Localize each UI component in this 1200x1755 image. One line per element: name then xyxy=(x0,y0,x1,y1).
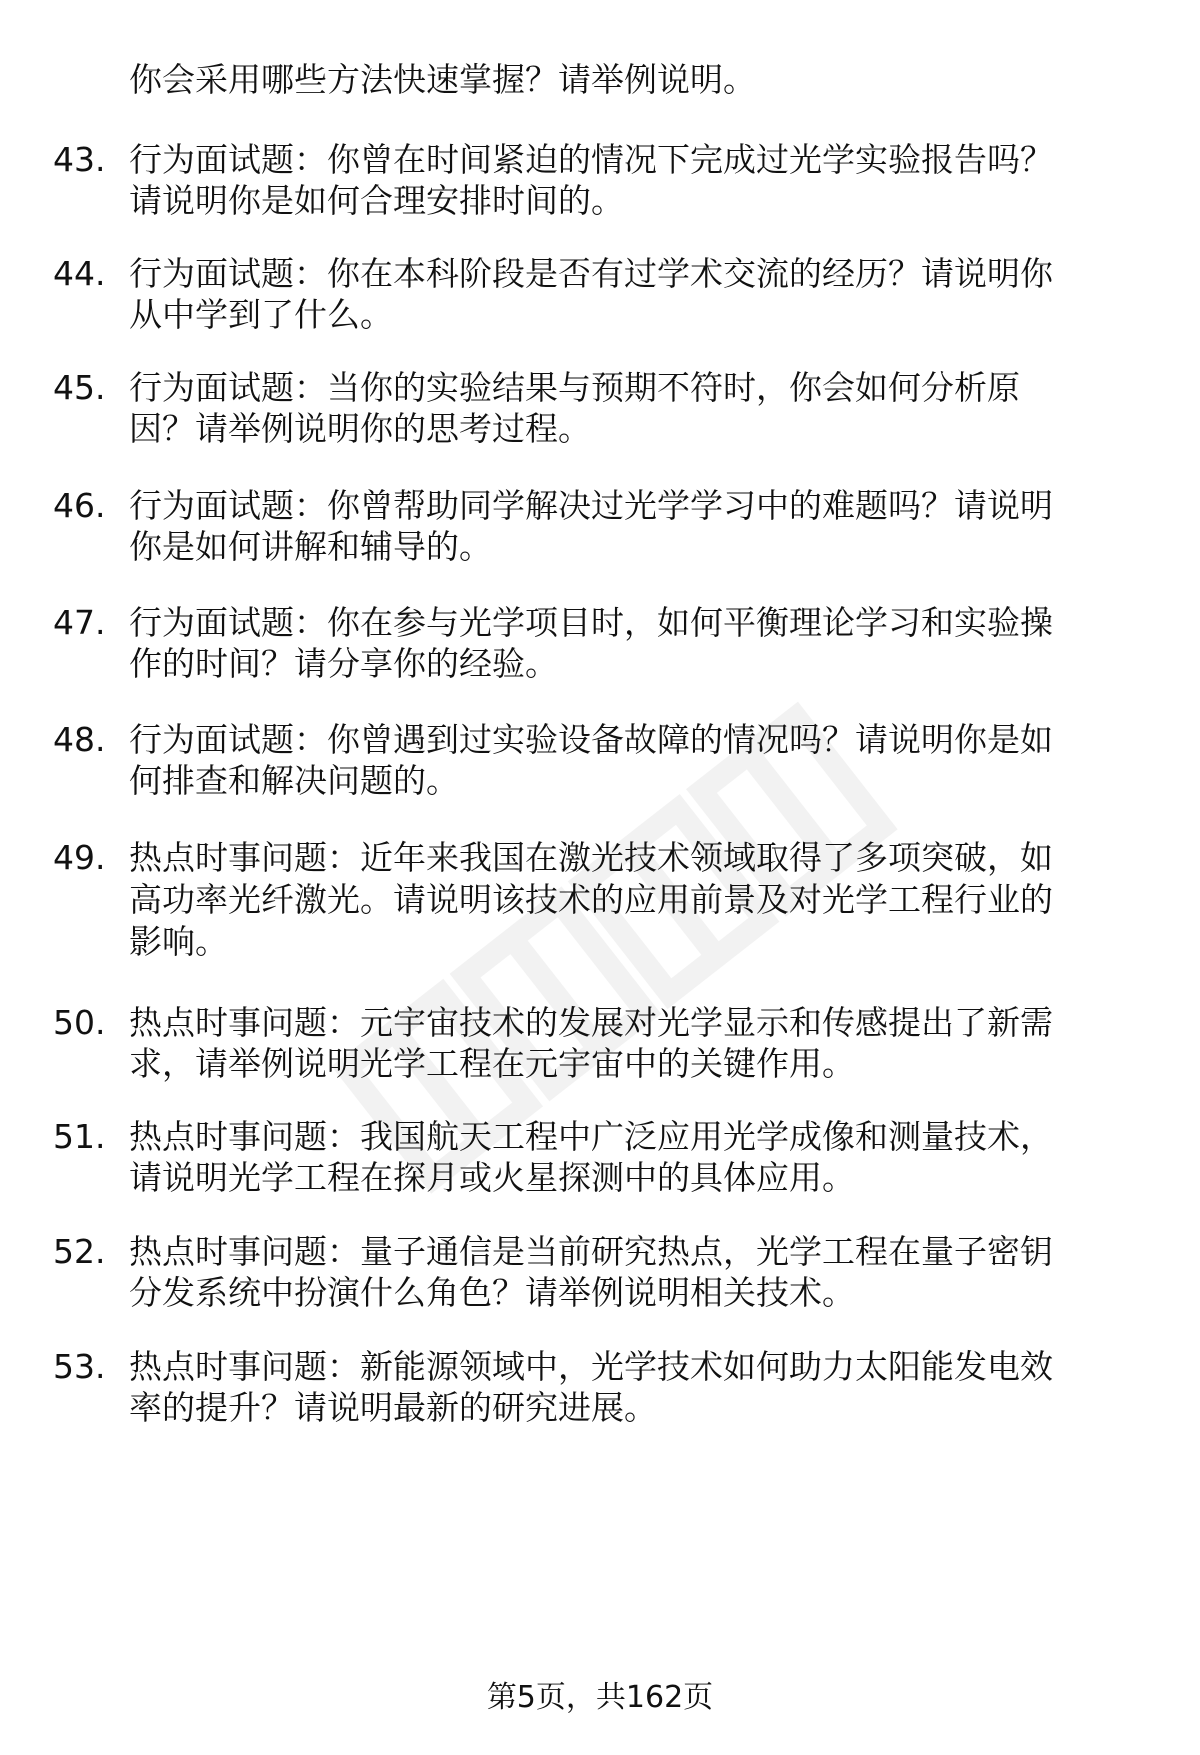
question-number: 43. xyxy=(53,140,106,179)
question-text: 影响。 xyxy=(129,922,228,961)
question-text: 分发系统中扮演什么角色？请举例说明相关技术。 xyxy=(129,1273,855,1312)
question-text: 请说明你是如何合理安排时间的。 xyxy=(129,181,624,220)
question-text: 请说明光学工程在探月或火星探测中的具体应用。 xyxy=(129,1158,855,1197)
page-footer: 第5页，共162页 xyxy=(486,1680,714,1715)
question-number: 49. xyxy=(53,838,106,877)
question-text: 热点时事问题：元宇宙技术的发展对光学显示和传感提出了新需 xyxy=(129,1003,1053,1042)
question-number: 50. xyxy=(53,1003,106,1042)
question-text: 行为面试题：你曾遇到过实验设备故障的情况吗？请说明你是如 xyxy=(129,720,1053,759)
question-number: 44. xyxy=(53,254,106,293)
question-text: 率的提升？请说明最新的研究进展。 xyxy=(129,1388,657,1427)
question-number: 53. xyxy=(53,1347,106,1386)
question-number: 46. xyxy=(53,486,106,525)
question-text: 高功率光纤激光。请说明该技术的应用前景及对光学工程行业的 xyxy=(129,880,1053,919)
question-number: 48. xyxy=(53,720,106,759)
question-text: 你是如何讲解和辅导的。 xyxy=(129,527,492,566)
question-text: 行为面试题：你在本科阶段是否有过学术交流的经历？请说明你 xyxy=(129,254,1053,293)
question-text: 因？请举例说明你的思考过程。 xyxy=(129,409,591,448)
question-text: 热点时事问题：我国航天工程中广泛应用光学成像和测量技术， xyxy=(129,1117,1053,1156)
question-text: 行为面试题：当你的实验结果与预期不符时，你会如何分析原 xyxy=(129,368,1020,407)
continuation-line: 你会采用哪些方法快速掌握？请举例说明。 xyxy=(129,60,756,99)
question-number: 51. xyxy=(53,1117,106,1156)
question-number: 52. xyxy=(53,1232,106,1271)
question-text: 行为面试题：你曾在时间紧迫的情况下完成过光学实验报告吗？ xyxy=(129,140,1053,179)
question-text: 热点时事问题：近年来我国在激光技术领域取得了多项突破，如 xyxy=(129,838,1053,877)
question-text: 热点时事问题：量子通信是当前研究热点，光学工程在量子密钥 xyxy=(129,1232,1053,1271)
question-text: 热点时事问题：新能源领域中，光学技术如何助力太阳能发电效 xyxy=(129,1347,1053,1386)
question-text: 作的时间？请分享你的经验。 xyxy=(129,644,558,683)
question-number: 45. xyxy=(53,368,106,407)
question-text: 行为面试题：你曾帮助同学解决过光学学习中的难题吗？请说明 xyxy=(129,486,1053,525)
question-number: 47. xyxy=(53,603,106,642)
question-text: 求，请举例说明光学工程在元宇宙中的关键作用。 xyxy=(129,1044,855,1083)
question-text: 从中学到了什么。 xyxy=(129,295,393,334)
question-text: 行为面试题：你在参与光学项目时，如何平衡理论学习和实验操 xyxy=(129,603,1053,642)
question-text: 何排查和解决问题的。 xyxy=(129,761,459,800)
